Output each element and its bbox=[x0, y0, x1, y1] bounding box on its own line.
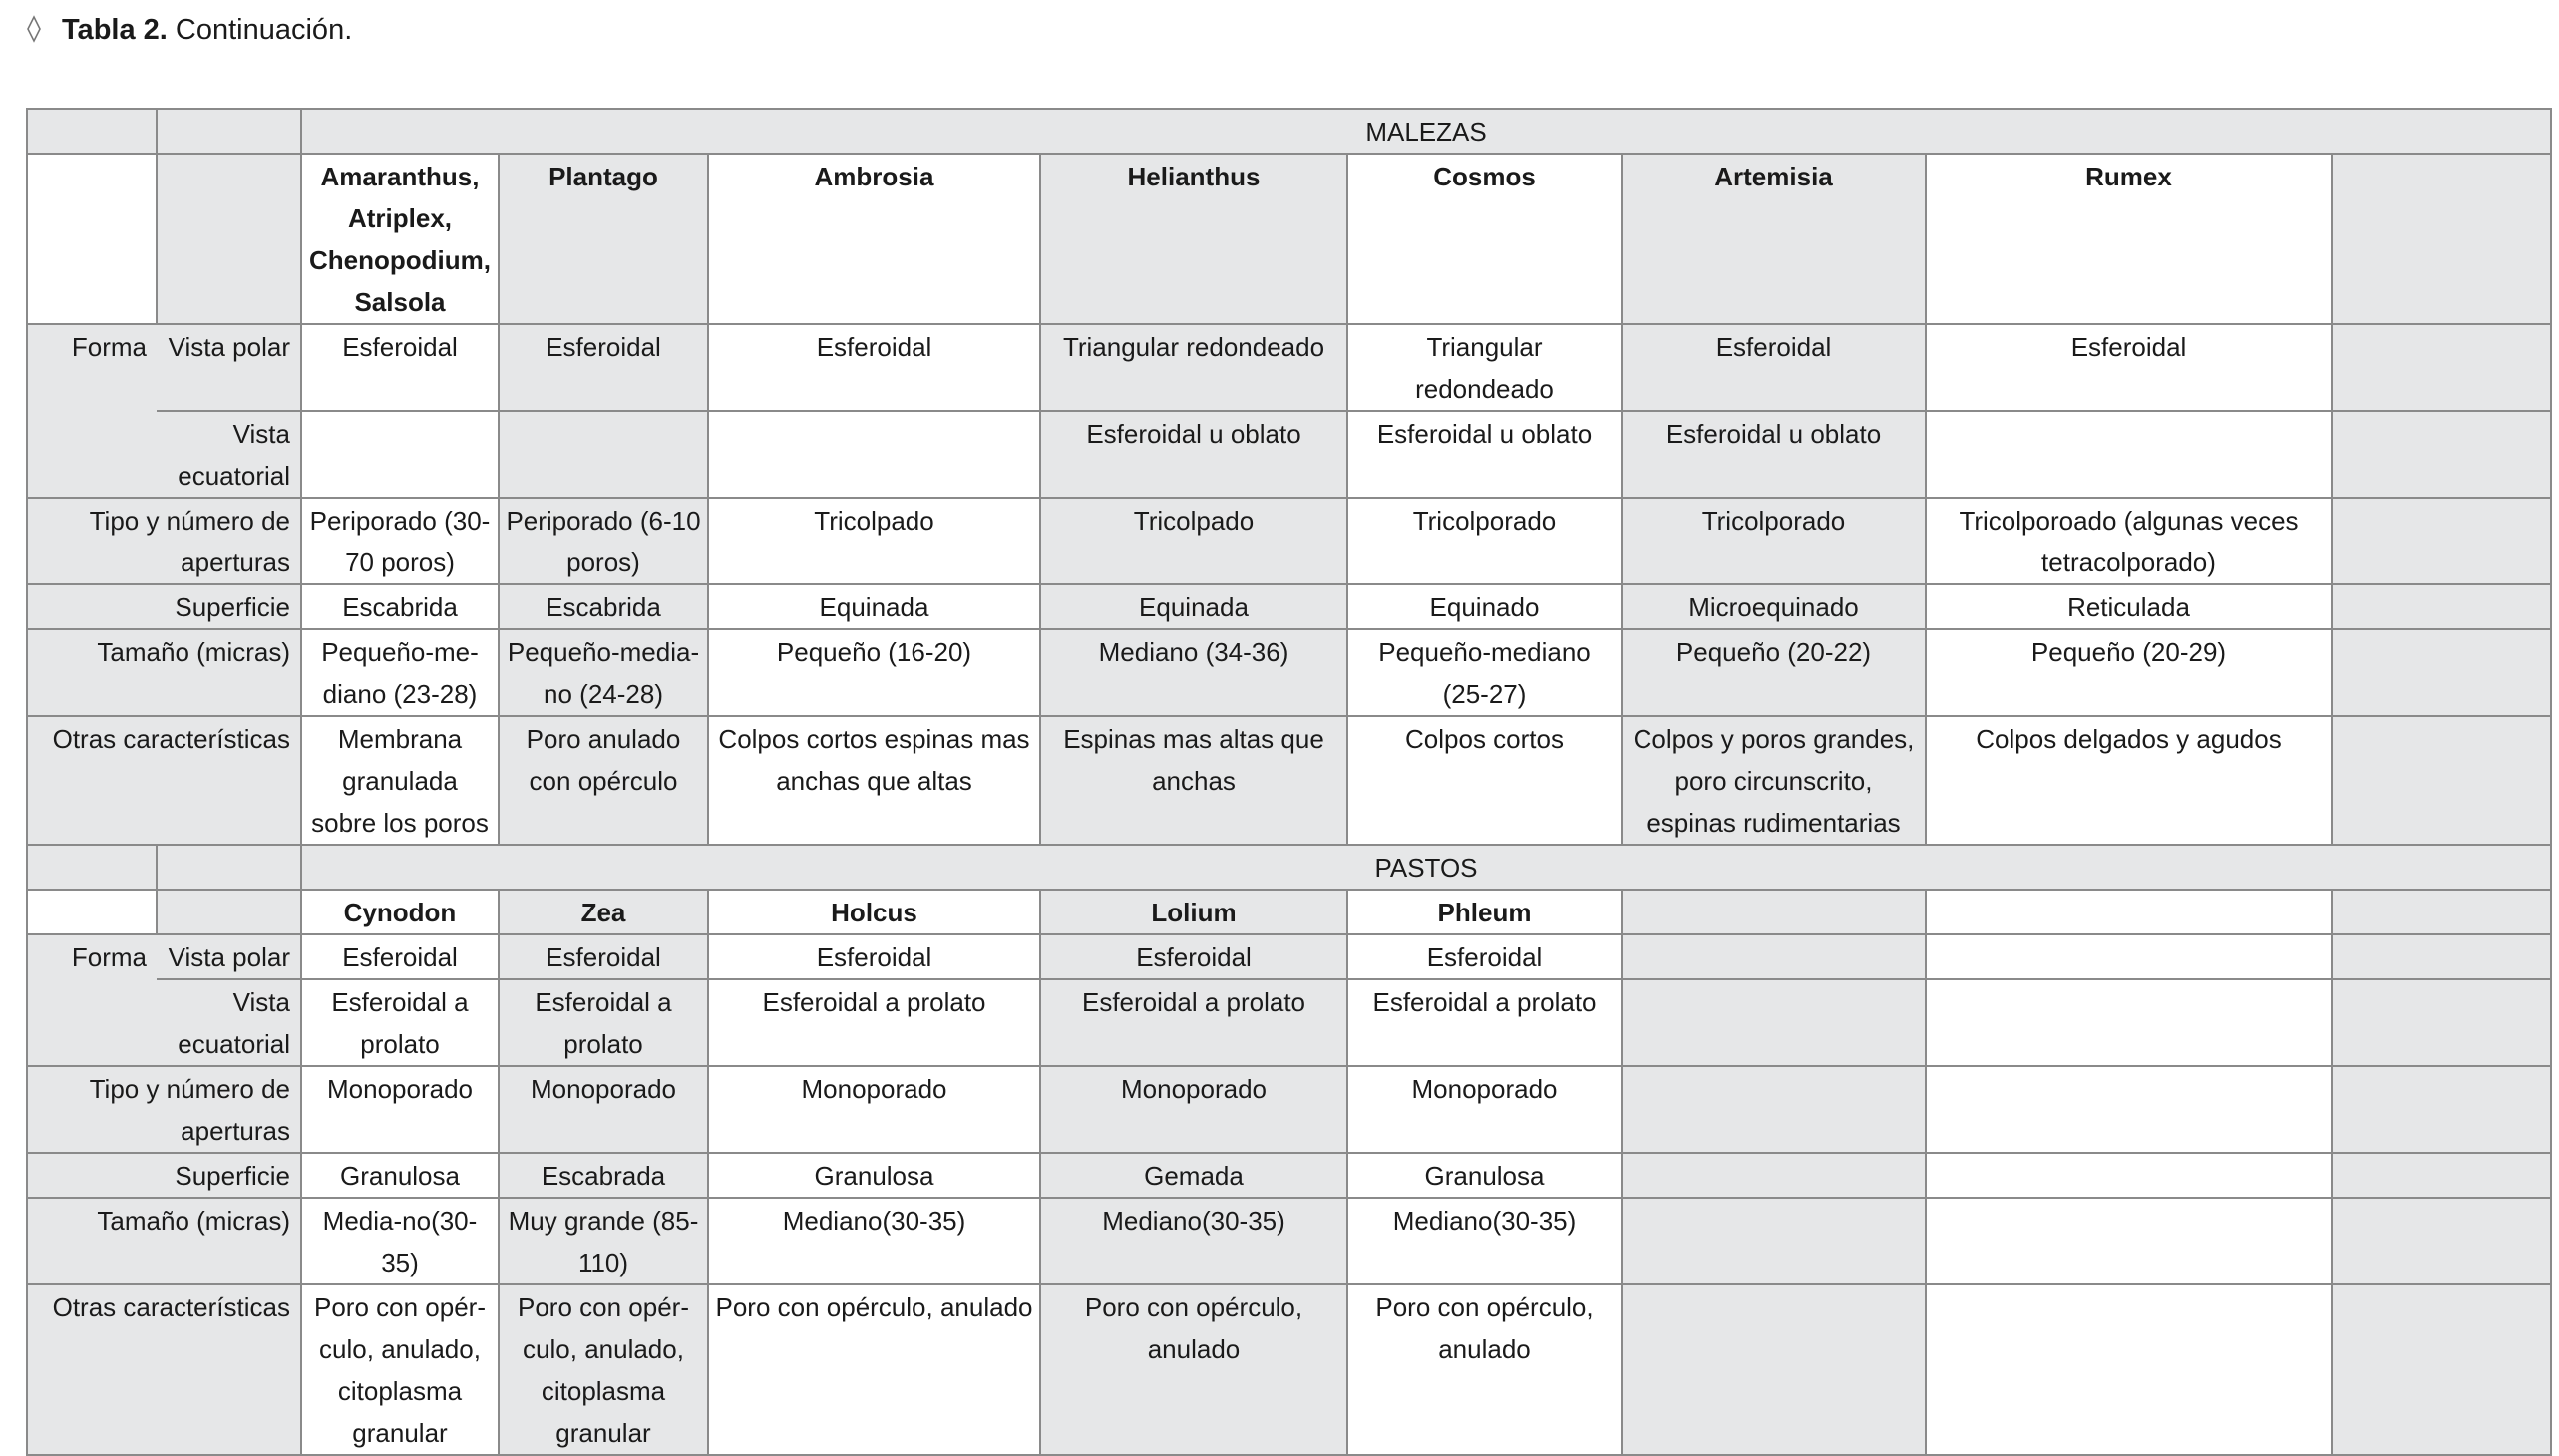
table-cell: Pequeño-mediano (25-27) bbox=[1347, 629, 1622, 716]
table-cell bbox=[2332, 1284, 2551, 1455]
table-cell: Monoporado bbox=[301, 1066, 499, 1153]
table-cell: Esferoidal bbox=[499, 324, 708, 411]
table-cell bbox=[1926, 1284, 2332, 1455]
row-label: Tipo y número de aperturas bbox=[27, 1066, 301, 1153]
pastos-section-row bbox=[27, 845, 2551, 890]
table-cell: Triangular redondeado bbox=[1040, 324, 1347, 411]
table-cell: Mediano(30-35) bbox=[1040, 1198, 1347, 1284]
table-cell: Mediano(30-35) bbox=[708, 1198, 1040, 1284]
row-sublabel: Vista polar bbox=[157, 934, 301, 979]
genus-header: Lolium bbox=[1040, 890, 1347, 934]
table-cell: Tricolpado bbox=[1040, 498, 1347, 584]
table-cell: Colpos cortos bbox=[1347, 716, 1622, 845]
pollen-characteristics-table bbox=[26, 108, 2552, 1456]
row-sublabel: Vista ecuatorial bbox=[157, 979, 301, 1066]
table-cell bbox=[2332, 498, 2551, 584]
genus-header: Zea bbox=[499, 890, 708, 934]
genus-header: Ambrosia bbox=[708, 154, 1040, 324]
table-cell bbox=[1622, 1198, 1926, 1284]
table-cell: Pequeño (20-29) bbox=[1926, 629, 2332, 716]
table-cell: Media-no(30-35) bbox=[301, 1198, 499, 1284]
table-cell: Esferoidal bbox=[499, 934, 708, 979]
table-cell: Esferoidal u oblato bbox=[1347, 411, 1622, 498]
genus-header: Plantago bbox=[499, 154, 708, 324]
table-cell: Monoporado bbox=[708, 1066, 1040, 1153]
table-cell: Pequeño-me-diano (23-28) bbox=[301, 629, 499, 716]
table-cell: Esferoidal bbox=[1622, 324, 1926, 411]
table-cell: Monoporado bbox=[1040, 1066, 1347, 1153]
row-label: Tamaño (micras) bbox=[27, 629, 301, 716]
table-cell: Monoporado bbox=[499, 1066, 708, 1153]
malezas-row-otras bbox=[27, 716, 2551, 845]
table-cell: Monoporado bbox=[1347, 1066, 1622, 1153]
pastos-row-aperturas bbox=[27, 1066, 2551, 1153]
pastos-genus-row bbox=[27, 890, 2551, 934]
table-cell: Tricolporado bbox=[1622, 498, 1926, 584]
table-cell: Granulosa bbox=[1347, 1153, 1622, 1198]
table-caption bbox=[26, 10, 352, 50]
table-cell: Microequinado bbox=[1622, 584, 1926, 629]
caption-label: Tabla 2. bbox=[62, 14, 168, 46]
table-cell: Reticulada bbox=[1926, 584, 2332, 629]
row-label: Superficie bbox=[27, 1153, 301, 1198]
table-cell: Equinada bbox=[1040, 584, 1347, 629]
table-cell: Poro con opérculo, anulado bbox=[1040, 1284, 1347, 1455]
malezas-section-row bbox=[27, 109, 2551, 154]
pastos-row-otras bbox=[27, 1284, 2551, 1455]
table-cell: Poro anulado con opérculo bbox=[499, 716, 708, 845]
malezas-row-polar bbox=[27, 324, 2551, 411]
table-cell: Poro con opérculo, anulado bbox=[1347, 1284, 1622, 1455]
table-cell: Periporado (6-10 poros) bbox=[499, 498, 708, 584]
malezas-row-ecuatorial bbox=[27, 411, 2551, 498]
table-cell bbox=[499, 411, 708, 498]
table-cell: Esferoidal bbox=[708, 934, 1040, 979]
table-cell: Esferoidal a prolato bbox=[708, 979, 1040, 1066]
genus-header bbox=[2332, 890, 2551, 934]
blank-cell bbox=[27, 154, 157, 324]
table-cell: Esferoidal u oblato bbox=[1622, 411, 1926, 498]
table-cell: Esferoidal bbox=[301, 934, 499, 979]
table-cell: Esferoidal bbox=[1040, 934, 1347, 979]
table-cell: Mediano (34-36) bbox=[1040, 629, 1347, 716]
caption-text: Continuación. bbox=[175, 14, 353, 46]
table-cell: Esferoidal bbox=[708, 324, 1040, 411]
row-label: Tipo y número de aperturas bbox=[27, 498, 301, 584]
row-label: Otras características bbox=[27, 716, 301, 845]
genus-header: Rumex bbox=[1926, 154, 2332, 324]
blank-cell bbox=[157, 109, 301, 154]
table-cell bbox=[2332, 979, 2551, 1066]
table-cell: Gemada bbox=[1040, 1153, 1347, 1198]
blank-cell bbox=[157, 845, 301, 890]
table-cell: Esferoidal a prolato bbox=[1040, 979, 1347, 1066]
table-cell: Tricolporado bbox=[1347, 498, 1622, 584]
table-cell bbox=[2332, 1153, 2551, 1198]
table-cell bbox=[1926, 1153, 2332, 1198]
table-cell: Membrana granulada sobre los poros bbox=[301, 716, 499, 845]
table-cell bbox=[301, 411, 499, 498]
pastos-row-tamano bbox=[27, 1198, 2551, 1284]
table-cell bbox=[2332, 411, 2551, 498]
pastos-row-polar bbox=[27, 934, 2551, 979]
table-cell: Esferoidal a prolato bbox=[1347, 979, 1622, 1066]
table-cell bbox=[1622, 1153, 1926, 1198]
table-cell: Poro con opérculo, anulado bbox=[708, 1284, 1040, 1455]
table-cell: Tricolpado bbox=[708, 498, 1040, 584]
table-cell: Mediano(30-35) bbox=[1347, 1198, 1622, 1284]
table-cell: Escabrida bbox=[499, 584, 708, 629]
table-cell bbox=[2332, 1198, 2551, 1284]
row-label-forma: Forma bbox=[27, 934, 157, 1066]
table-cell: Esferoidal bbox=[301, 324, 499, 411]
genus-header: Phleum bbox=[1347, 890, 1622, 934]
table-cell: Equinado bbox=[1347, 584, 1622, 629]
table-cell bbox=[1622, 1066, 1926, 1153]
row-label: Tamaño (micras) bbox=[27, 1198, 301, 1284]
table-cell bbox=[1926, 979, 2332, 1066]
table-cell: Pequeño (16-20) bbox=[708, 629, 1040, 716]
malezas-genus-row bbox=[27, 154, 2551, 324]
table-cell bbox=[1622, 934, 1926, 979]
table-cell: Espinas mas altas que anchas bbox=[1040, 716, 1347, 845]
genus-header: Helianthus bbox=[1040, 154, 1347, 324]
pastos-row-ecuatorial bbox=[27, 979, 2551, 1066]
diamond-bullet-icon bbox=[26, 15, 42, 43]
blank-cell bbox=[27, 845, 157, 890]
table-cell bbox=[2332, 1066, 2551, 1153]
table-cell: Colpos y poros grandes, poro circunscrito, espinas rudimentarias bbox=[1622, 716, 1926, 845]
row-sublabel: Vista polar bbox=[157, 324, 301, 411]
row-label: Otras características bbox=[27, 1284, 301, 1455]
table-cell: Poro con opér-culo, anulado, citoplasma granular bbox=[499, 1284, 708, 1455]
genus-header: Artemisia bbox=[1622, 154, 1926, 324]
table-cell: Colpos cortos espinas mas anchas que altas bbox=[708, 716, 1040, 845]
table-cell: Pequeño-media-no (24-28) bbox=[499, 629, 708, 716]
table-cell bbox=[1926, 411, 2332, 498]
table-cell: Esferoidal a prolato bbox=[499, 979, 708, 1066]
table-cell bbox=[2332, 716, 2551, 845]
table-cell: Granulosa bbox=[708, 1153, 1040, 1198]
table-cell bbox=[2332, 629, 2551, 716]
table-cell bbox=[2332, 584, 2551, 629]
genus-header bbox=[1926, 890, 2332, 934]
table-cell: Esferoidal a prolato bbox=[301, 979, 499, 1066]
table-cell: Escabrida bbox=[301, 584, 499, 629]
table-cell bbox=[1926, 934, 2332, 979]
blank-cell bbox=[157, 154, 301, 324]
row-label: Superficie bbox=[27, 584, 301, 629]
genus-header: Holcus bbox=[708, 890, 1040, 934]
row-label-forma: Forma bbox=[27, 324, 157, 498]
table-cell bbox=[708, 411, 1040, 498]
genus-header: Cosmos bbox=[1347, 154, 1622, 324]
pastos-row-superficie bbox=[27, 1153, 2551, 1198]
malezas-row-tamano bbox=[27, 629, 2551, 716]
blank-cell bbox=[27, 109, 157, 154]
table-cell: Triangular redondeado bbox=[1347, 324, 1622, 411]
genus-header bbox=[1622, 890, 1926, 934]
malezas-row-superficie bbox=[27, 584, 2551, 629]
blank-cell bbox=[27, 890, 157, 934]
table-cell bbox=[1926, 1198, 2332, 1284]
row-sublabel: Vista ecuatorial bbox=[157, 411, 301, 498]
table-cell bbox=[2332, 934, 2551, 979]
table-cell bbox=[1622, 1284, 1926, 1455]
table-cell bbox=[1622, 979, 1926, 1066]
table-cell bbox=[2332, 324, 2551, 411]
table-cell: Esferoidal u oblato bbox=[1040, 411, 1347, 498]
table-cell: Pequeño (20-22) bbox=[1622, 629, 1926, 716]
table-cell: Poro con opér-culo, anulado, citoplasma granular bbox=[301, 1284, 499, 1455]
genus-header bbox=[2332, 154, 2551, 324]
malezas-row-aperturas bbox=[27, 498, 2551, 584]
table-cell: Equinada bbox=[708, 584, 1040, 629]
table-cell: Esferoidal bbox=[1926, 324, 2332, 411]
genus-header: Amaranthus, Atriplex, Chenopodium, Salsola bbox=[301, 154, 499, 324]
malezas-section-title: MALEZAS bbox=[301, 109, 2551, 154]
table-cell: Escabrada bbox=[499, 1153, 708, 1198]
table-cell: Colpos delgados y agudos bbox=[1926, 716, 2332, 845]
blank-cell bbox=[157, 890, 301, 934]
table-cell: Tricolporoado (algunas veces tetracolporado) bbox=[1926, 498, 2332, 584]
table-cell bbox=[1926, 1066, 2332, 1153]
table-cell: Esferoidal bbox=[1347, 934, 1622, 979]
pastos-section-title: PASTOS bbox=[301, 845, 2551, 890]
table-cell: Granulosa bbox=[301, 1153, 499, 1198]
genus-header: Cynodon bbox=[301, 890, 499, 934]
table-cell: Muy grande (85-110) bbox=[499, 1198, 708, 1284]
table-cell: Periporado (30-70 poros) bbox=[301, 498, 499, 584]
